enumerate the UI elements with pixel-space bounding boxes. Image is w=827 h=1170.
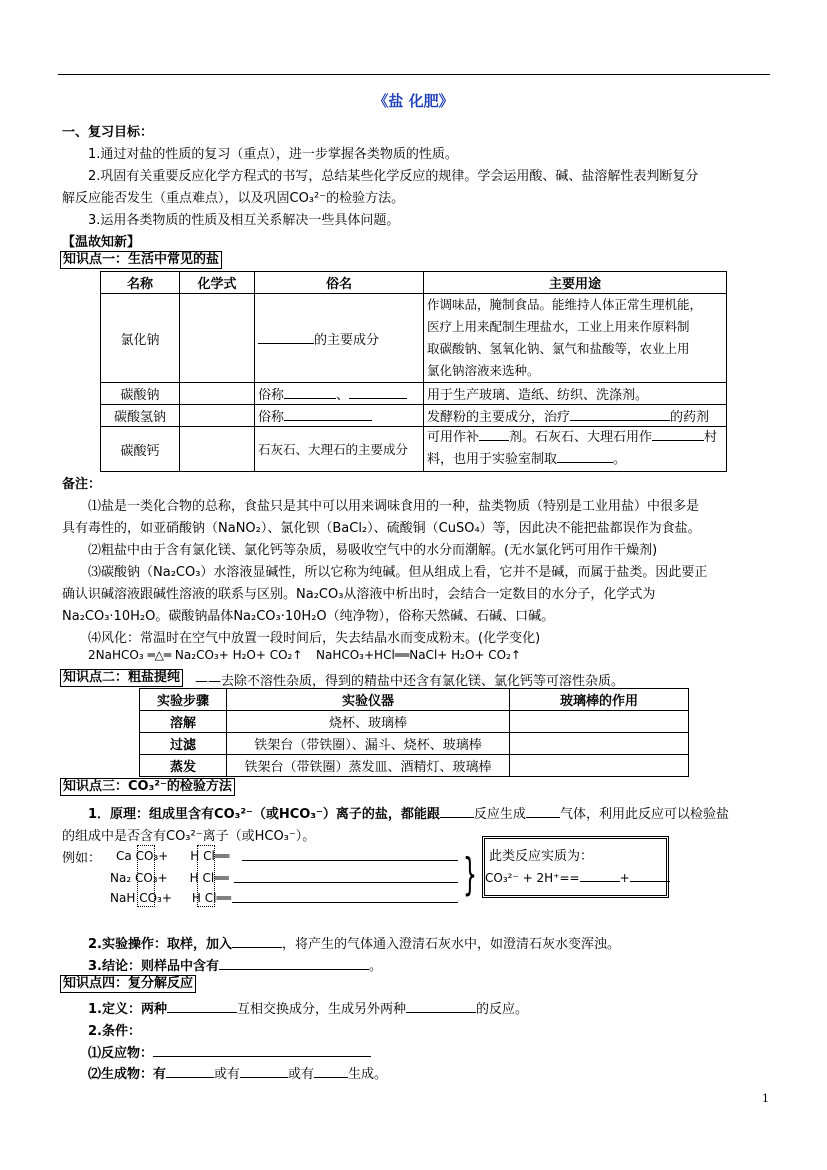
essence-equation: CO₃²⁻ + 2H⁺== + xyxy=(485,869,670,885)
goal-2-cont: 解反应能否发生（重点难点），以及巩固CO₃²⁻的检验方法。 xyxy=(62,191,405,206)
col-use: 主要用途 xyxy=(424,272,727,294)
answer-line xyxy=(232,902,458,903)
cell-formula xyxy=(180,405,255,427)
cell-alias: 俗称 xyxy=(255,405,424,427)
cell-tools: 烧杯、玻璃棒 xyxy=(227,711,510,733)
answer-line xyxy=(234,882,458,883)
col-tools: 实验仪器 xyxy=(227,689,510,711)
example-label: 例如： xyxy=(62,851,102,866)
note-1: ⑴盐是一类化合物的总称，食盐只是其中可以用来调味食用的一种，盐类物质（特别是工业用盐）中很多是 xyxy=(88,499,700,514)
reaction-caco3: Ca CO₃+ H Cl══ xyxy=(116,849,230,863)
kp2-label: 知识点二：粗盐提纯 xyxy=(60,669,183,687)
cell-use: 发酵粉的主要成分，治疗 的药剂 xyxy=(424,405,727,427)
table-row xyxy=(101,427,727,472)
cell-tools: 铁架台（带铁圈）蒸发皿、酒精灯、玻璃棒 xyxy=(227,755,510,777)
table-row xyxy=(140,755,689,777)
note-3: ⑶碳酸钠（Na₂CO₃）水溶液显碱性，所以它称为纯碱。但从组成上看，它并不是碱，而属于盐类。因此要正 xyxy=(88,565,708,580)
essence-title: 此类反应实质为： xyxy=(489,849,594,864)
cell-alias: 的主要成分 xyxy=(255,294,424,383)
cell-use: 可用作补 剂。石灰石、大理石用作 村 料，也用于实验室制取 。 xyxy=(424,427,727,472)
goal-1: 1.通过对盐的性质的复习（重点），进一步掌握各类物质的性质。 xyxy=(88,147,458,162)
cell-step: 蒸发 xyxy=(140,755,227,777)
essence-box xyxy=(482,836,669,898)
table-row xyxy=(101,383,727,405)
header-rule xyxy=(58,74,770,75)
table-row xyxy=(140,733,689,755)
kp2-desc: ——去除不溶性杂质，得到的精盐中还含有氯化镁、氯化钙等可溶性杂质。 xyxy=(195,674,625,689)
kp3-conclusion: 3.结论：则样品中含有 。 xyxy=(88,959,382,974)
cell-role xyxy=(510,733,689,755)
goals-heading: 一、复习目标： xyxy=(62,125,154,140)
kp4-definition: 1.定义：两种 互相交换成分，生成另外两种 的反应。 xyxy=(88,1002,529,1017)
cell-name: 氯化钠 xyxy=(101,294,180,383)
brace: } xyxy=(463,849,477,900)
cell-name: 碳酸钠 xyxy=(101,383,180,405)
common-salts-table xyxy=(100,271,727,472)
cell-name: 碳酸氢钠 xyxy=(101,405,180,427)
kp4-label: 知识点四：复分解反应 xyxy=(60,975,196,993)
notes-heading: 备注： xyxy=(62,477,102,492)
kp3-operation: 2.实验操作：取样，加入 ，将产生的气体通入澄清石灰水中，如澄清石灰水变浑浊。 xyxy=(88,937,620,952)
cell-step: 溶解 xyxy=(140,711,227,733)
goal-3: 3.运用各类物质的性质及相互关系解决一些具体问题。 xyxy=(88,213,400,228)
note-3-cont: 确认识碱溶液跟碱性溶液的联系与区别。Na₂CO₃从溶液中析出时，会结合一定数目的水分子，化学式为 xyxy=(62,587,656,602)
col-step: 实验步骤 xyxy=(140,689,227,711)
kp4-conditions: 2.条件： xyxy=(88,1024,141,1039)
cell-alias: 俗称 、 xyxy=(255,383,424,405)
note-4: ⑷风化：常温时在空气中放置一段时间后，失去结晶水而变成粉末。(化学变化) xyxy=(88,631,541,646)
equation-1: 2NaHCO₃ ═△═ Na₂CO₃+ H₂O+ CO₂↑ xyxy=(88,648,303,662)
reaction-nahco3: NaH CO₃+ H Cl══ xyxy=(110,891,231,905)
equation-2: NaHCO₃+HCl══NaCl+ H₂O+ CO₂↑ xyxy=(316,648,521,662)
col-name: 名称 xyxy=(101,272,180,294)
kp3-principle-cont: 的组成中是否含有CO₃²⁻离子（或HCO₃⁻）。 xyxy=(62,829,316,844)
review-heading: 【温故知新】 xyxy=(62,235,141,250)
kp4-reactants: ⑴反应物： xyxy=(88,1042,371,1061)
table-row xyxy=(101,294,727,383)
cell-step: 过滤 xyxy=(140,733,227,755)
kp3-label: 知识点三：CO₃²⁻的检验方法 xyxy=(60,778,235,796)
kp4-products: ⑵生成物：有 或有 或有 生成。 xyxy=(88,1067,388,1082)
cell-role xyxy=(510,755,689,777)
salt-purification-table xyxy=(139,688,689,777)
goal-2: 2.巩固有关重要反应化学方程式的书写，总结某些化学反应的规律。学会运用酸、碱、盐溶解性表判断复分 xyxy=(88,169,699,184)
page-title: 《盐 化肥》 xyxy=(373,92,454,110)
col-alias: 俗名 xyxy=(255,272,424,294)
note-2: ⑵粗盐中由于含有氯化镁、氯化钙等杂质，易吸收空气中的水分而潮解。(无水氯化钙可用作干燥剂) xyxy=(88,543,658,558)
page-number: 1 xyxy=(762,1092,769,1105)
cell-use: 作调味品，腌制食品。能维持人体正常生理机能， 医疗上用来配制生理盐水，工业上用来作原料制 取碳酸钠、氢氧化钠、氯气和盐酸等，农业上用 氯化钠溶液来选种。 xyxy=(424,294,727,383)
reaction-na2co3: Na₂ CO₃+ H Cl══ xyxy=(110,871,229,885)
cell-formula xyxy=(180,427,255,472)
note-1-cont: 具有毒性的，如亚硝酸钠（NaNO₂）、氯化钡（BaCl₂）、硫酸铜（CuSO₄）等，因此决不能把盐都误作为食盐。 xyxy=(62,521,701,536)
table-row xyxy=(101,405,727,427)
cell-role xyxy=(510,711,689,733)
answer-line xyxy=(242,860,458,861)
cell-formula xyxy=(180,383,255,405)
kp1-label: 知识点一：生活中常见的盐 xyxy=(60,251,222,269)
kp3-principle: 1．原理：组成里含有CO₃²⁻（或HCO₃⁻）离子的盐，都能跟 反应生成 气体，利用此反应可以检验盐 xyxy=(88,807,729,822)
cell-tools: 铁架台（带铁圈）、漏斗、烧杯、玻璃棒 xyxy=(227,733,510,755)
cell-name: 碳酸钙 xyxy=(101,427,180,472)
cell-use: 用于生产玻璃、造纸、纺织、洗涤剂。 xyxy=(424,383,727,405)
cell-formula xyxy=(180,294,255,383)
col-rod-role: 玻璃棒的作用 xyxy=(510,689,689,711)
table-row xyxy=(140,711,689,733)
note-3-cont2: Na₂CO₃·10H₂O。碳酸钠晶体Na₂CO₃·10H₂O（纯净物），俗称天然碱、石碱、口碱。 xyxy=(62,609,555,624)
cell-alias: 石灰石、大理石的主要成分 xyxy=(255,427,424,472)
col-formula: 化学式 xyxy=(180,272,255,294)
